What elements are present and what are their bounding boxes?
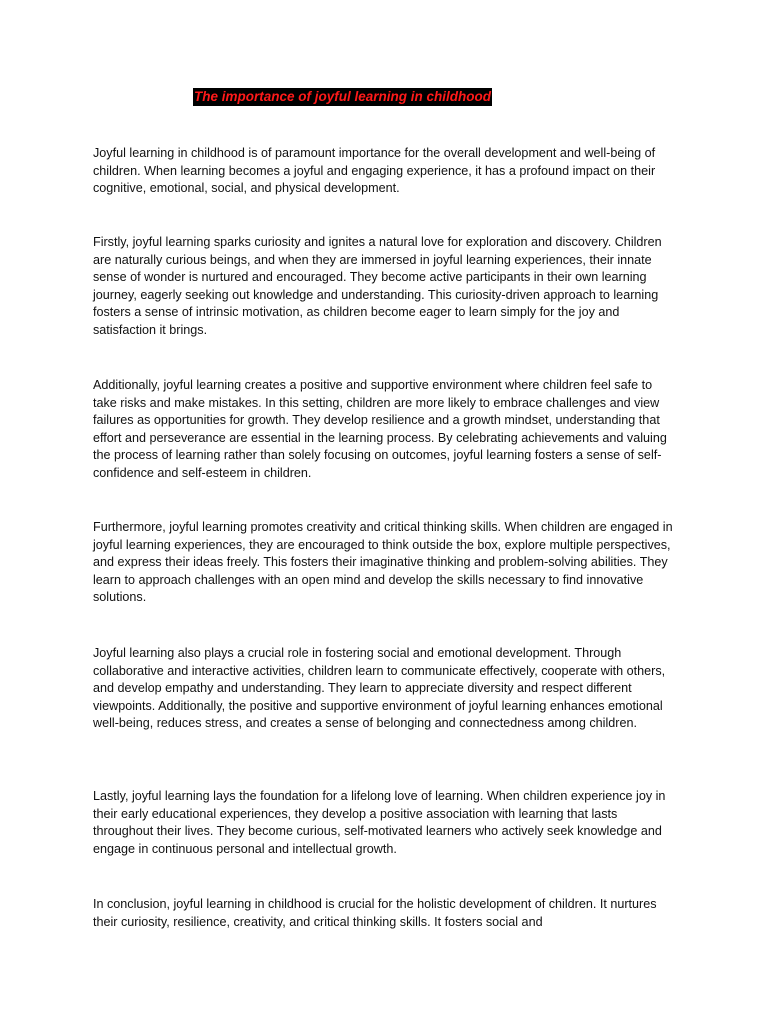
paragraph-lifelong-learning: Lastly, joyful learning lays the foundation for a lifelong love of learning. When children experience joy in their early educational experiences, they develop a positive association with learning that lasts throughout their lives. They become curious, self-motivated learners who actively seek knowledge and engage in continuous personal and intellectual growth. — [93, 789, 666, 856]
document-title: The importance of joyful learning in childhood — [194, 89, 492, 104]
paragraph-introduction: Joyful learning in childhood is of paramount importance for the overall development and well-being of children. When learning becomes a joyful and engaging experience, it has a profound impact on their cognitive, emotional, social, and physical development. — [93, 146, 656, 196]
paragraph-social-emotional: Joyful learning also plays a crucial role in fostering social and emotional development. Through collaborative and interactive activities, children learn to communicate effectively, cooperate with others, and develop empathy and understanding. They learn to appreciate diversity and respect different viewpoints. Additionally, the positive and supportive environment of joyful learning enhances emotional well-being, reduces stress, and creates a sense of belonging and connectedness among children. — [93, 646, 666, 731]
paragraph-conclusion: In conclusion, joyful learning in childhood is crucial for the holistic development of children. It nurtures their curiosity, resilience, creativity, and critical thinking skills. It fosters social and — [93, 897, 657, 929]
paragraph-creativity: Furthermore, joyful learning promotes creativity and critical thinking skills. When children are engaged in joyful learning experiences, they are encouraged to think outside the box, explore multiple perspectives, and express their ideas freely. This fosters their imaginative thinking and problem-solving abilities. They learn to approach challenges with an open mind and develop the skills necessary to find innovative solutions. — [93, 520, 673, 605]
paragraph-curiosity: Firstly, joyful learning sparks curiosity and ignites a natural love for exploration and discovery. Children are naturally curious beings, and when they are immersed in joyful learning experiences, their innate sense of wonder is nurtured and encouraged. They become active participants in their own learning journey, eagerly seeking out knowledge and understanding. This curiosity-driven approach to learning fosters a sense of intrinsic motivation, as children become eager to learn simply for the joy and satisfaction it brings. — [93, 235, 662, 337]
paragraph-supportive-environment: Additionally, joyful learning creates a positive and supportive environment where children feel safe to take risks and make mistakes. In this setting, children are more likely to embrace challenges and view failures as opportunities for growth. They develop resilience and a growth mindset, understanding that effort and perseverance are essential in the learning process. By celebrating achievements and valuing the process of learning rather than solely focusing on outcomes, joyful learning fosters a sense of self-confidence and self-esteem in children. — [93, 378, 667, 480]
